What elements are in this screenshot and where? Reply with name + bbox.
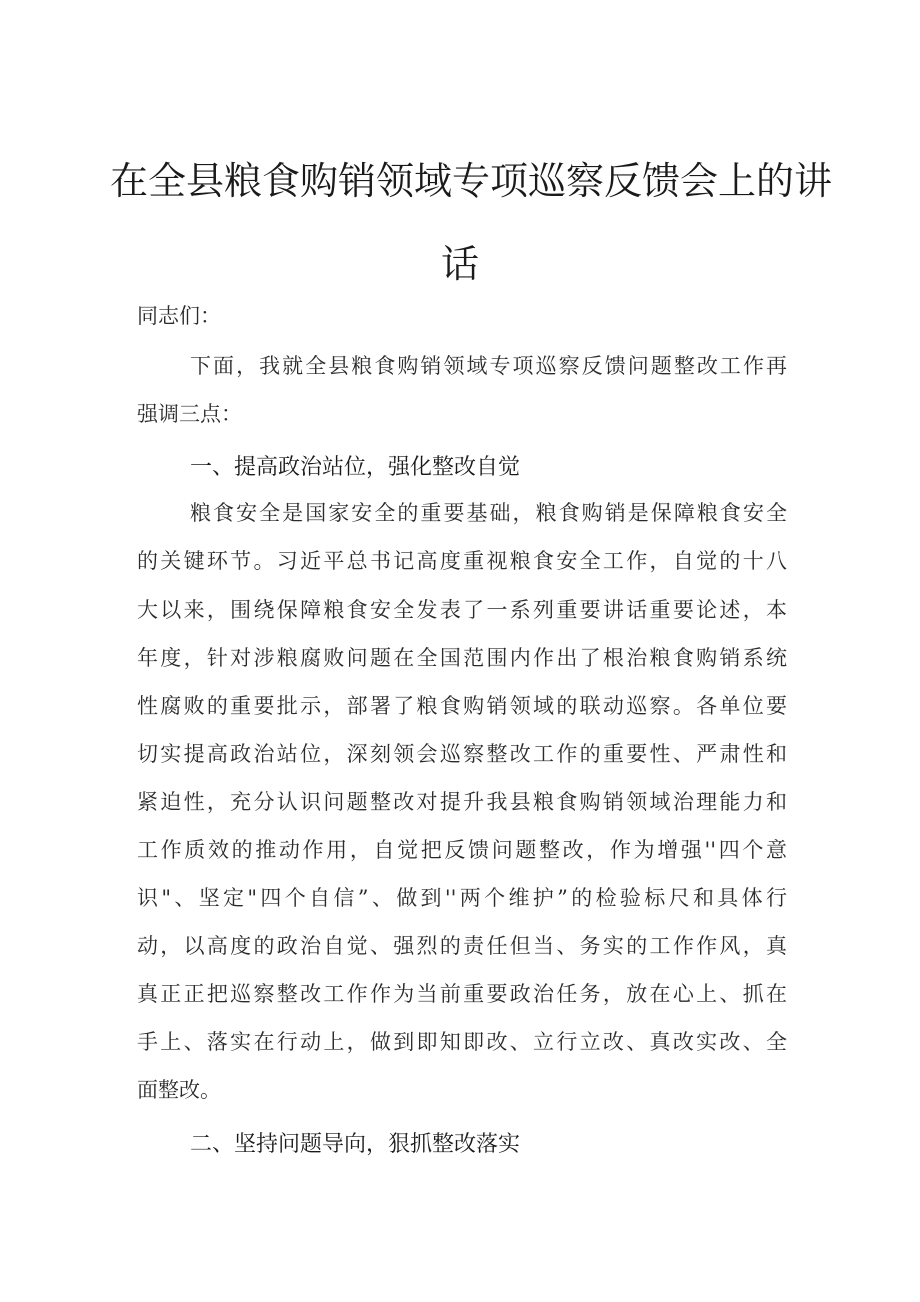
- paragraph-line: 手上、落实在行动上，做到即知即改、立行立改、真改实改、全: [137, 1030, 787, 1054]
- paragraph-line: 真正正把巡察整改工作作为当前重要政治任务，放在心上、抓在: [137, 982, 787, 1006]
- intro-line: 强调三点：: [137, 402, 242, 426]
- paragraph-line: 工作质效的推动作用，自觉把反馈问题整改，作为增强''四个意: [137, 838, 787, 862]
- paragraph-line: 紧迫性，充分认识问题整改对提升我县粮食购销领域治理能力和: [137, 790, 787, 814]
- paragraph-line: 识"、坚定"四个自信”、做到''两个维护”的检验标尺和具体行: [137, 886, 787, 910]
- intro-line: 下面，我就全县粮食购销领域专项巡察反馈问题整改工作再: [190, 354, 787, 378]
- paragraph-line: 动，以高度的政治自觉、强烈的责任但当、务实的工作作风，真: [137, 934, 787, 958]
- paragraph-line: 性腐败的重要批示，部署了粮食购销领域的联动巡察。各单位要: [137, 694, 787, 718]
- salutation: 同志们：: [137, 304, 221, 328]
- paragraph-line: 粮食安全是国家安全的重要基础，粮食购销是保障粮食安全: [190, 501, 787, 525]
- section-heading-1: 一、提高政治站位，强化整改自觉: [190, 455, 521, 480]
- paragraph-line: 的关键环节。习近平总书记高度重视粮食安全工作，自觉的十八: [137, 549, 787, 573]
- document-title-line-1: 在全县粮食购销领域专项巡察反馈会上的讲: [110, 159, 833, 203]
- paragraph-line: 面整改。: [137, 1078, 221, 1102]
- document-title-line-2: 话: [440, 242, 479, 286]
- paragraph-line: 切实提高政治站位，深刻领会巡察整改工作的重要性、严肃性和: [137, 742, 787, 766]
- paragraph-line: 大以来，围绕保障粮食安全发表了一系列重要讲话重要论述，本: [137, 598, 787, 622]
- paragraph-line: 年度，针对涉粮腐败问题在全国范围内作出了根治粮食购销系统: [137, 646, 787, 670]
- section-heading-2: 二、坚持问题导向，狠抓整改落实: [190, 1132, 521, 1157]
